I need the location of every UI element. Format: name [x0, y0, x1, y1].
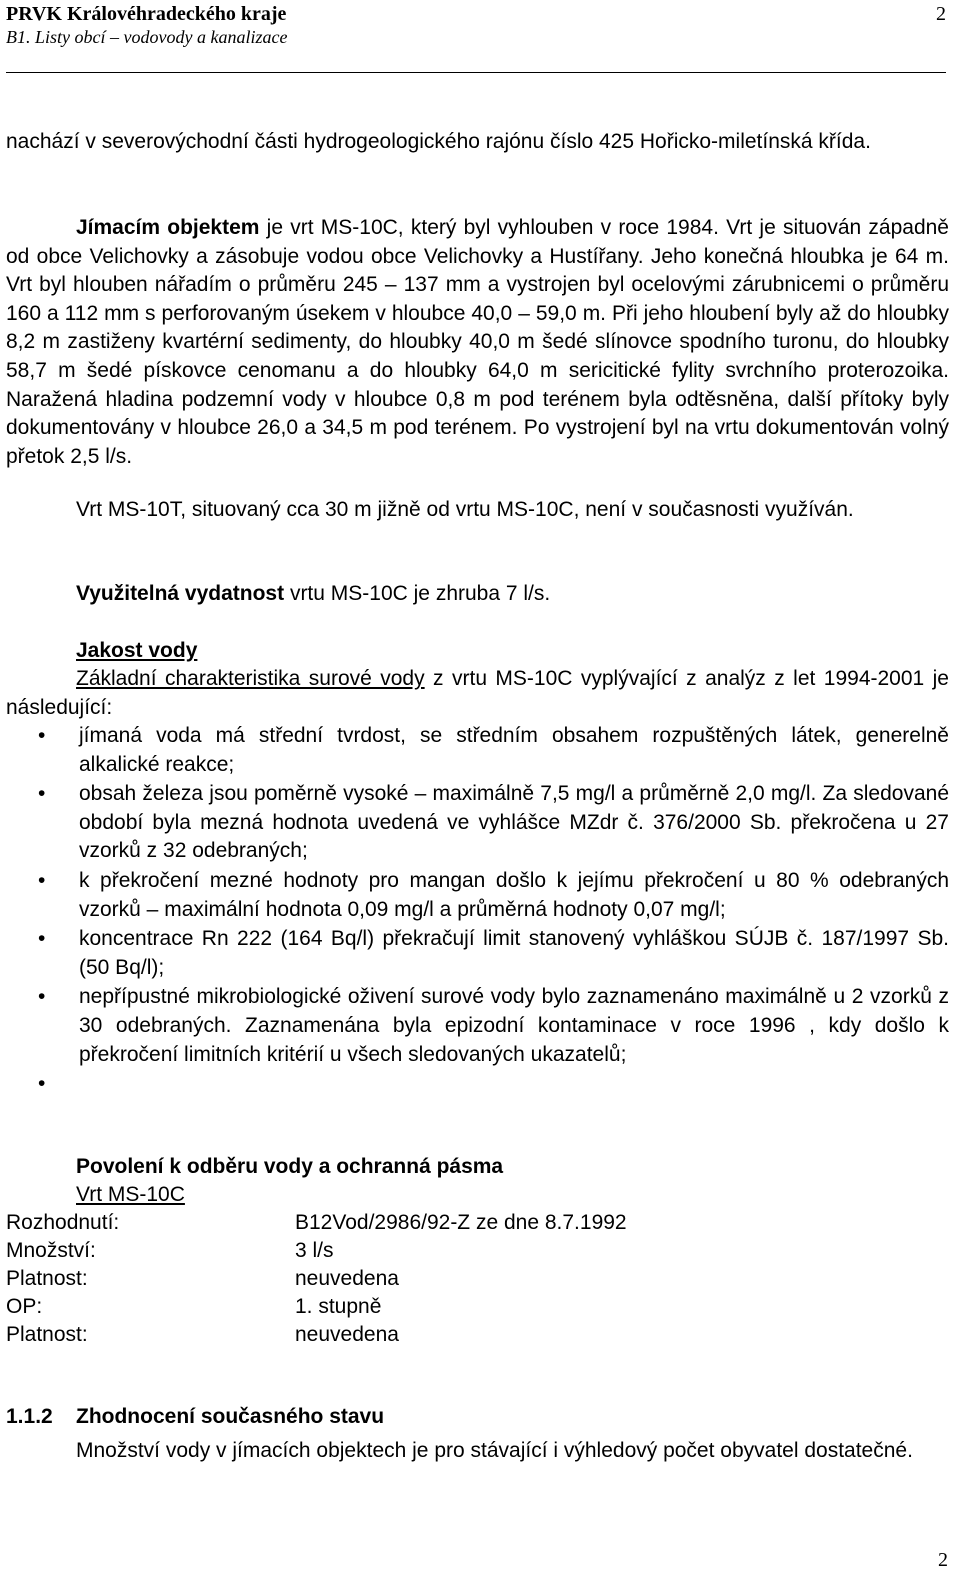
header-page-number: 2	[936, 3, 946, 25]
bullet-icon: •	[38, 1072, 46, 1096]
permit-value: B12Vod/2986/92-Z ze dne 8.7.1992	[295, 1211, 627, 1234]
quality-intro	[6, 665, 949, 722]
quality-intro-underlined: Základní charakteristika surové vody	[76, 667, 425, 690]
section-title: Zhodnocení současného stavu	[76, 1405, 385, 1428]
list-item	[6, 1070, 949, 1098]
footer-page-number: 2	[938, 1549, 948, 1571]
permit-well-name: Vrt MS-10C	[76, 1183, 185, 1206]
paragraph-well-text: je vrt MS-10C, který byl vyhlouben v roce 1984. Vrt je situován západně od obce Velichovky a zásobuje vodou obce Velichovky a Hustířany. Jeho konečná hloubka je 64 m. Vrt byl hlouben nářadím o průměru 245 – 137 mm a vystrojen byl ocelovými zárubnicemi o průměru 160 a 112 mm s perforovaným úsekem v hloubce 40,0 – 59,0 m. Při jeho hloubení byly až do hloubky 8,2 m zastiženy kvartérní sedimenty, do hloubky 40,0 m šedé slínovce spodního turonu, do hloubky 58,7 m šedé pískovce cenomanu a do hloubky 64,0 m sericitické fylity svrchního proterozoika. Naražená hladina podzemní vody v hloubce 0,8 m pod terénem byla odtěsněna, další přítoky byly dokumentovány v hloubce 26,0 a 34,5 m pod terénem. Po vystrojení byl na vrtu dokumentován volný přetok 2,5 l/s.	[6, 216, 949, 468]
permit-label: Množství:	[6, 1239, 96, 1262]
bullet-icon: •	[38, 927, 46, 951]
section-number: 1.1.2	[6, 1405, 53, 1428]
bullet-icon: •	[38, 868, 46, 892]
permit-label: Platnost:	[6, 1267, 88, 1290]
paragraph-yield	[6, 580, 949, 609]
bullet-icon: •	[38, 782, 46, 806]
permit-heading: Povolení k odběru vody a ochranná pásma	[76, 1155, 504, 1178]
paragraph-location: nachází v severovýchodní části hydrogeologického rajónu číslo 425 Hořicko-miletínská křída.	[6, 130, 871, 153]
bullet-icon: •	[38, 985, 46, 1009]
permit-value: neuvedena	[295, 1267, 399, 1290]
list-item: • koncentrace Rn 222 (164 Bq/l) překračují limit stanovený vyhláškou SÚJB č. 187/1997 Sb. (50 Bq/l);	[38, 927, 949, 979]
bullet-icon: •	[38, 724, 46, 747]
list-item: • jímaná voda má střední tvrdost, se středním obsahem rozpuštěných látek, generelně alkalické reakce;	[38, 724, 949, 776]
list-item: • obsah železa jsou poměrně vysoké – maximálně 7,5 mg/l a průměrně 2,0 mg/l. Za sledované období byla mezná hodnota uvedená ve vyhlášce MZdr č. 376/2000 Sb. překročena u 27 vzorků z 32 odebraných;	[38, 782, 949, 863]
paragraph-yield-text: vrtu MS-10C je zhruba 7 l/s.	[284, 582, 551, 605]
paragraph-well-description	[6, 214, 949, 471]
quality-bullet-list	[6, 722, 949, 1098]
term-usable-yield: Využitelná vydatnost	[76, 582, 285, 605]
permit-label: Platnost:	[6, 1323, 88, 1346]
quality-heading: Jakost vody	[76, 639, 198, 662]
permit-value: neuvedena	[295, 1323, 399, 1346]
permit-label: Rozhodnutí:	[6, 1211, 120, 1234]
list-item: • nepřípustné mikrobiologické oživení surové vody bylo zaznamenáno maximálně u 2 vzorků z 30 odebraných. Zaznamenána byla epizodní kontaminace v roce 1996 , kdy došlo k překročení limitních kritérií u všech sledovaných ukazatelů;	[38, 985, 949, 1066]
paragraph-assessment: Množství vody v jímacích objektech je pro stávající i výhledový počet obyvatel dostatečné.	[76, 1439, 913, 1462]
quality-intro-rest: z vrtu MS-10C vyplývající z analýz z let 1994-2001 je následující:	[6, 667, 949, 719]
document-title: PRVK Královéhradeckého kraje	[6, 3, 287, 25]
term-intake-object: Jímacím objektem	[76, 216, 260, 239]
document-subtitle: B1. Listy obcí – vodovody a kanalizace	[6, 27, 288, 47]
list-item: • k překročení mezné hodnoty pro mangan došlo k jejímu překročení u 80 % odebraných vzorků – maximální hodnota 0,09 mg/l a průměrná hodnoty 0,07 mg/l;	[38, 868, 949, 921]
permit-label: OP:	[6, 1295, 43, 1318]
paragraph-well-mst: Vrt MS-10T, situovaný cca 30 m jižně od vrtu MS-10C, není v současnosti využíván.	[76, 498, 854, 521]
page-header	[6, 0, 946, 73]
permit-value: 1. stupně	[295, 1295, 382, 1318]
permit-value: 3 l/s	[295, 1239, 334, 1262]
